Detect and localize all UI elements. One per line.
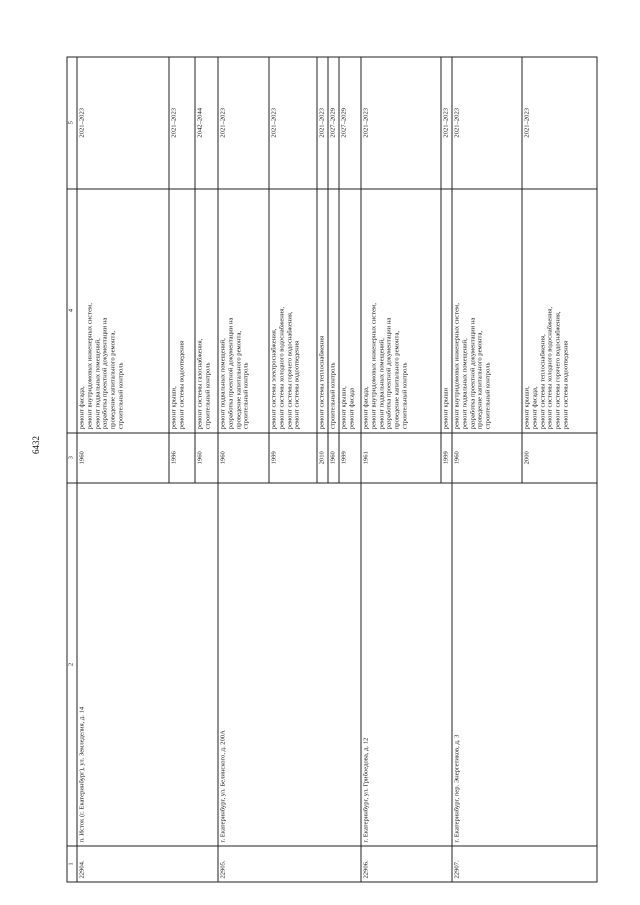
header-cell: 4	[67, 188, 77, 432]
work-line: проведение капитального ремонта,	[235, 330, 243, 429]
year: 1960	[452, 432, 522, 482]
year: 1960	[328, 432, 339, 482]
work-line: ремонт системы холодного водоснабжения,	[278, 306, 286, 429]
header-cell: 5	[67, 57, 77, 189]
works	[317, 188, 328, 432]
year: 1996	[169, 432, 195, 482]
work-line: строительный контроль	[484, 362, 492, 429]
work-line: ремонт внутридомовых инженерных систем,	[86, 302, 94, 429]
works	[339, 188, 361, 432]
work-line: строительный контроль	[117, 362, 125, 429]
period: 2021–2023	[77, 57, 169, 189]
year: 1999	[441, 432, 452, 482]
year: 1961	[361, 432, 441, 482]
work-line: ремонт системы холодного водоснабжения,	[546, 306, 554, 429]
work-line: ремонт системы газоснабжения,	[196, 338, 204, 429]
table-row	[77, 57, 169, 882]
period: 2021–2023	[218, 57, 269, 189]
work-line: строительный контроль	[204, 362, 212, 429]
record-number: 22907.	[452, 846, 597, 882]
period: 2021–2023	[452, 57, 522, 189]
work-line: ремонт внутридомовых инженерных систем,	[370, 302, 378, 429]
work-line: ремонт фасада,	[362, 385, 370, 429]
table-row	[452, 57, 522, 882]
address: г. Екатеринбург, пер. Энергетиков, д. 3	[452, 482, 597, 845]
work-line: ремонт крыши,	[523, 385, 531, 429]
work-line: ремонт крыши	[442, 387, 450, 429]
works	[77, 188, 169, 432]
record-number: 22904.	[77, 846, 218, 882]
works	[328, 188, 339, 432]
page-number: 6432	[31, 436, 41, 454]
work-line: проведение капитального ремонта,	[476, 330, 484, 429]
year: 1960	[218, 432, 269, 482]
work-line: разработка проектной документации на	[385, 317, 393, 429]
works	[195, 188, 218, 432]
year: 1999	[269, 432, 317, 482]
repair-schedule-table	[67, 56, 598, 882]
works	[441, 188, 452, 432]
work-line: ремонт системы водоотведения	[562, 340, 570, 429]
period: 2021–2023	[317, 57, 328, 189]
work-line: ремонт системы теплоснабжения,	[539, 333, 547, 429]
work-line: ремонт фасада	[348, 387, 356, 429]
works	[452, 188, 522, 432]
address: п. Исток (г. Екатеринбург), ул. Земледелия, д. 14	[77, 482, 218, 845]
record-number: 22905.	[218, 846, 361, 882]
work-line: ремонт системы водоотведения	[293, 340, 301, 429]
period: 2027–2029	[328, 57, 339, 189]
work-line: строительный контроль	[401, 362, 409, 429]
table-row	[218, 57, 269, 882]
year: 1960	[77, 432, 169, 482]
work-line: ремонт фасада,	[531, 385, 539, 429]
work-line: ремонт системы водоотведения	[178, 340, 186, 429]
year: 1999	[339, 432, 361, 482]
record-number: 22906.	[361, 846, 452, 882]
work-line: проведение капитального ремонта,	[109, 330, 117, 429]
work-line: ремонт системы горячего водоснабжения,	[286, 310, 294, 429]
address: г. Екатеринбург, ул. Белинского, д. 200А	[218, 482, 361, 845]
works	[269, 188, 317, 432]
address: г. Екатеринбург, ул. Грибоедова, д. 12	[361, 482, 452, 845]
work-line: ремонт подвальных помещений,	[219, 337, 227, 429]
period: 2021–2023	[522, 57, 597, 189]
work-line: ремонт крыши,	[170, 385, 178, 429]
work-line: ремонт системы электроснабжения,	[270, 328, 278, 429]
work-line: ремонт фасада,	[78, 385, 86, 429]
work-line: ремонт подвальных помещений,	[378, 337, 386, 429]
works	[169, 188, 195, 432]
work-line: разработка проектной документации на	[227, 317, 235, 429]
work-line: строительный контроль	[242, 362, 250, 429]
period: 2027–2029	[339, 57, 361, 189]
period: 2021–2023	[441, 57, 452, 189]
work-line: строительный контроль	[329, 362, 337, 429]
header-cell: 2	[67, 482, 77, 845]
works	[218, 188, 269, 432]
work-line: ремонт крыши,	[340, 385, 348, 429]
period: 2021–2023	[361, 57, 441, 189]
work-line: ремонт подвальных помещений,	[461, 337, 469, 429]
year: 2000	[522, 432, 597, 482]
period: 2021–2023	[269, 57, 317, 189]
rotated-page-content	[67, 56, 594, 882]
year: 1960	[195, 432, 218, 482]
works	[522, 188, 597, 432]
period: 2042–2044	[195, 57, 218, 189]
work-line: ремонт системы теплоснабжения	[318, 335, 326, 429]
work-line: ремонт системы горячего водоснабжения,	[554, 310, 562, 429]
work-line: ремонт внутридомовых инженерных систем,	[453, 302, 461, 429]
header-row	[67, 57, 77, 882]
header-cell: 3	[67, 432, 77, 482]
work-line: разработка проектной документации на	[101, 317, 109, 429]
table-row	[361, 57, 441, 882]
work-line: проведение капитального ремонта,	[393, 330, 401, 429]
header-cell: 1	[67, 846, 77, 882]
work-line: разработка проектной документации на	[469, 317, 477, 429]
year: 2010	[317, 432, 328, 482]
period: 2021–2023	[169, 57, 195, 189]
works	[361, 188, 441, 432]
work-line: ремонт подвальных помещений,	[94, 337, 102, 429]
